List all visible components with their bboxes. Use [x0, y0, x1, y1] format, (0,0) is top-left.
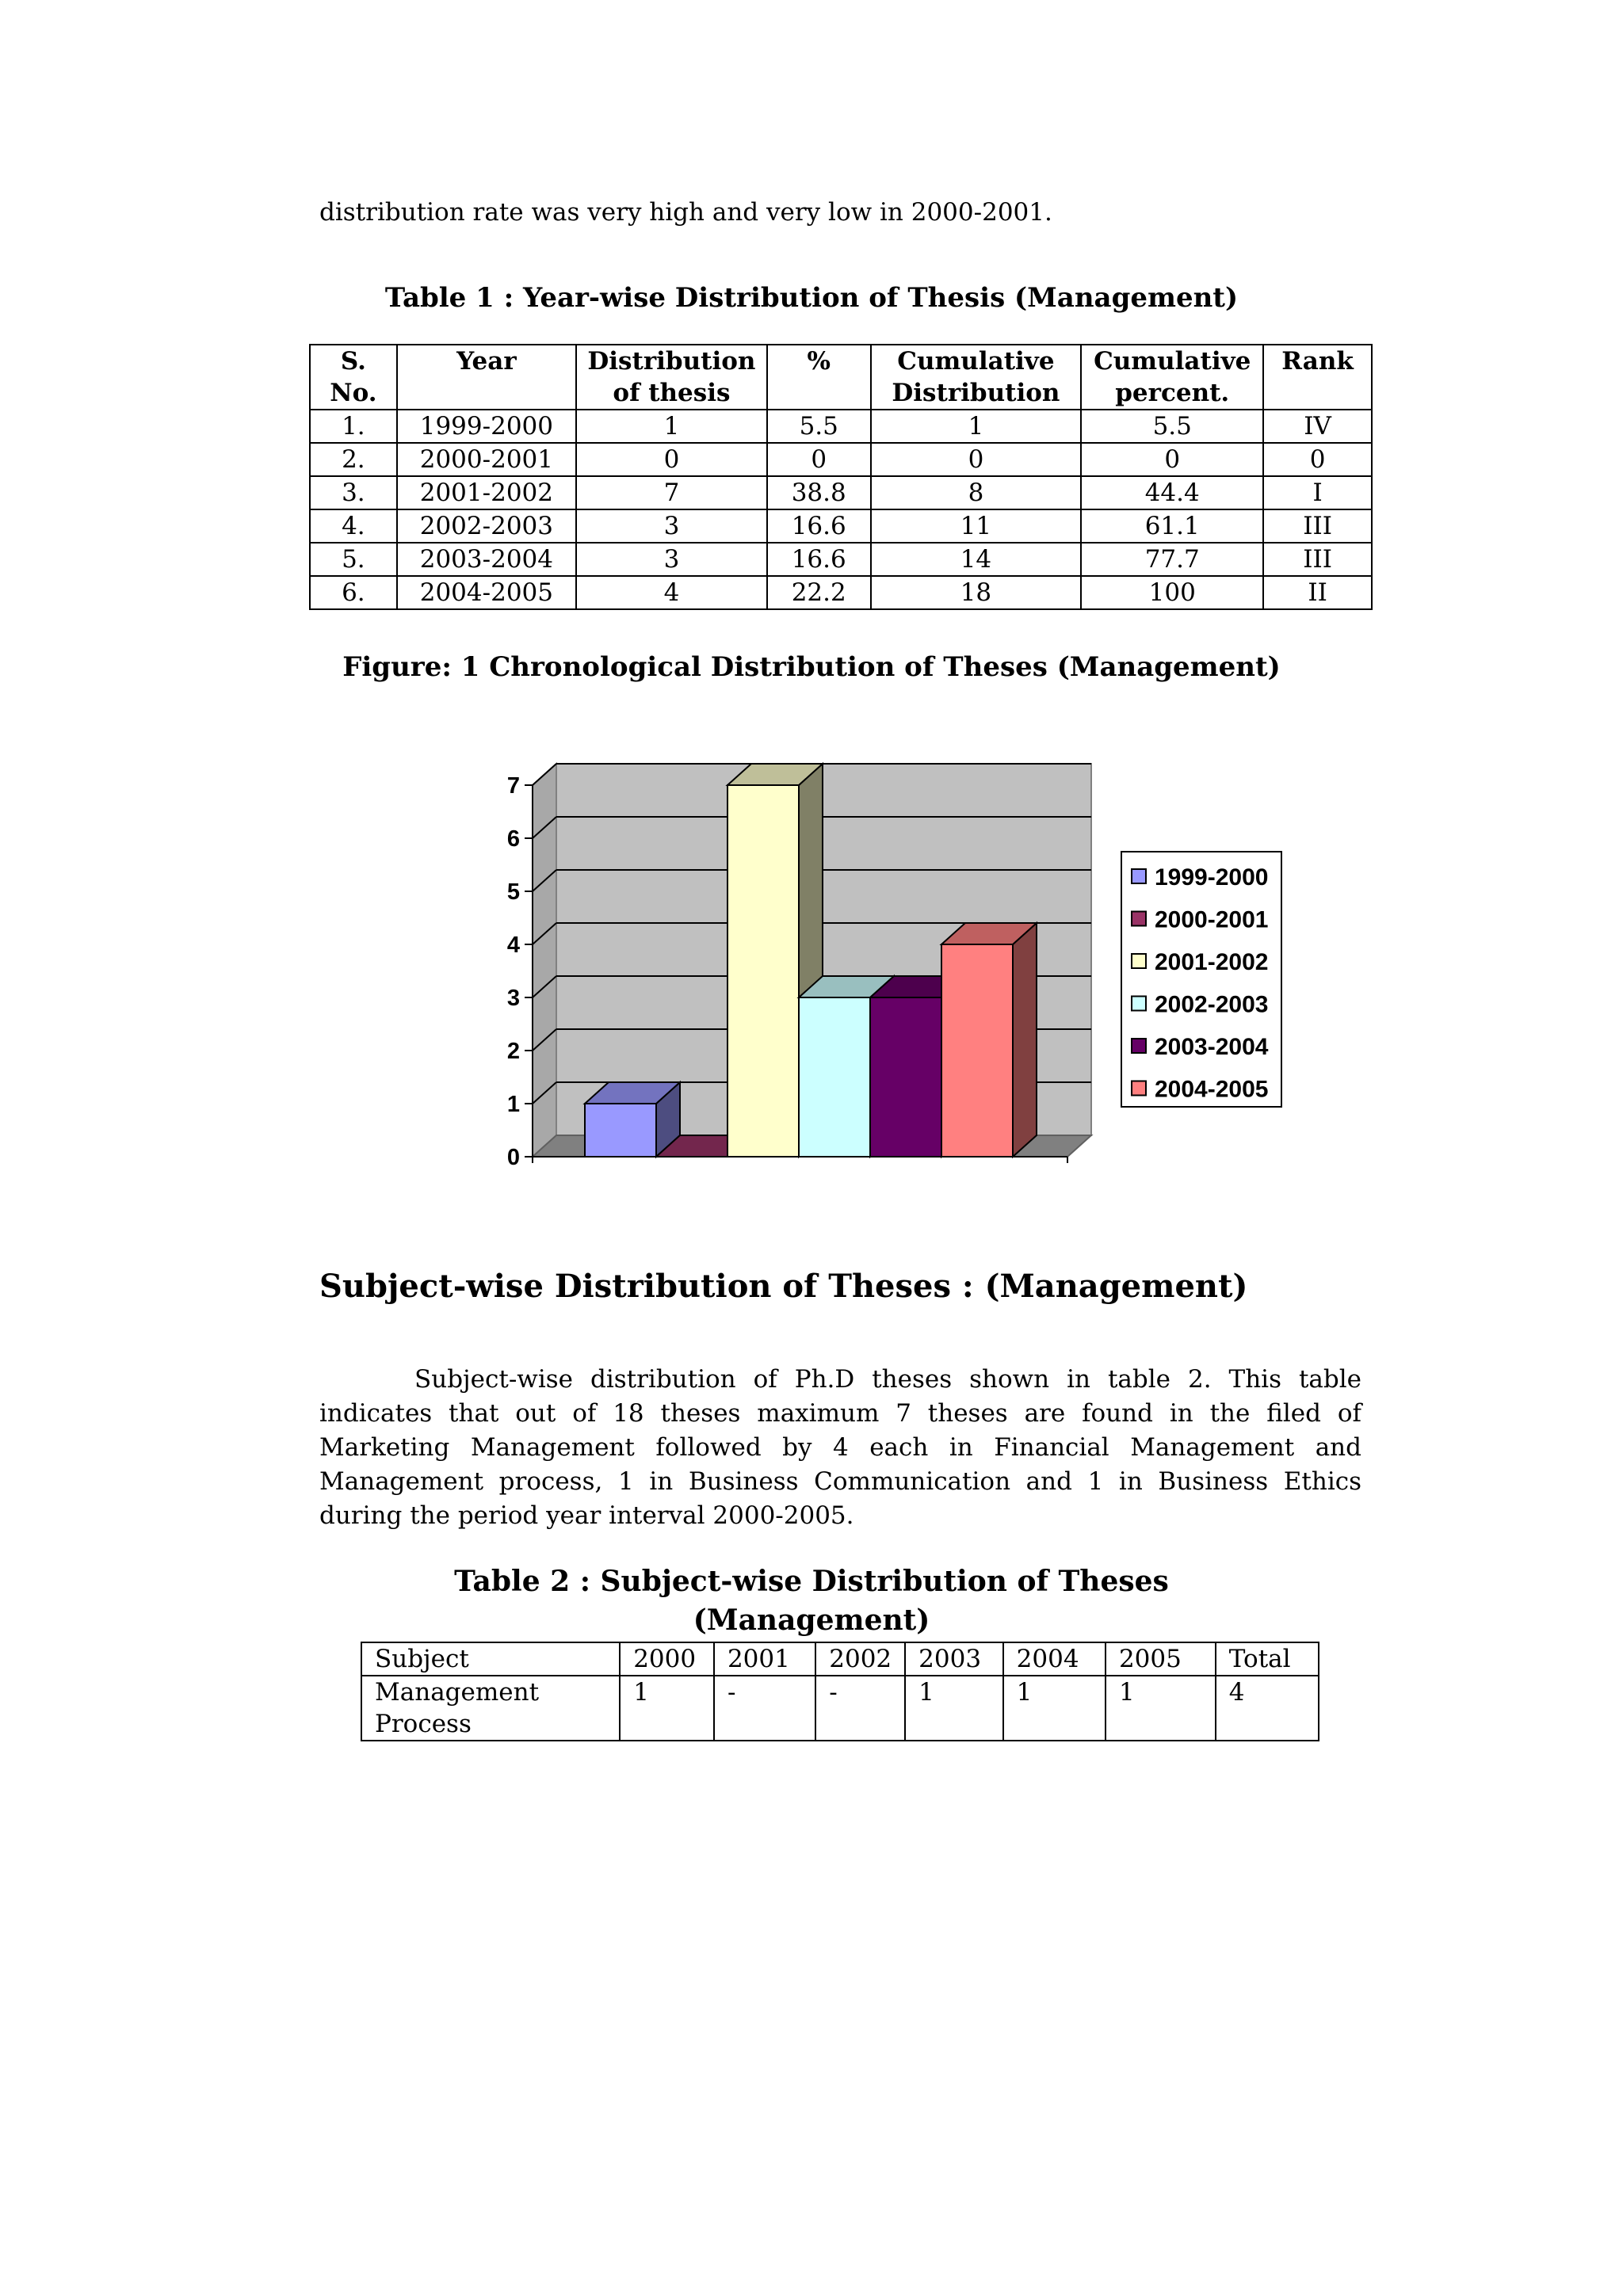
table2-header-row: [361, 1642, 1319, 1676]
paragraph: [319, 1363, 1361, 1533]
table1-caption: Table 1 : Year-wise Distribution of Thesis (Management): [384, 282, 1239, 314]
table1-cell: 22.2: [767, 576, 871, 609]
table2-cell: -: [815, 1676, 905, 1741]
table1-cell: 1: [576, 410, 767, 443]
figure-caption: Figure: 1 Chronological Distribution of Theses (Management): [342, 651, 1281, 683]
legend-swatch: [1132, 1039, 1146, 1053]
table1-cell: 2004-2005: [397, 576, 576, 609]
bar: [585, 1104, 656, 1157]
table2: [361, 1642, 1319, 1741]
table1-cell: I: [1263, 476, 1372, 509]
table1-cell: 0: [871, 443, 1082, 476]
table2-header: 2000: [620, 1642, 714, 1676]
legend-swatch: [1132, 1081, 1146, 1096]
table1-cell: 1999-2000: [397, 410, 576, 443]
table1-header: Year: [397, 345, 576, 410]
table1-cell: 14: [871, 543, 1082, 576]
table1-cell: 1.: [310, 410, 397, 443]
table1-cell: 5.5: [1081, 410, 1263, 443]
table1-row: [310, 509, 1372, 543]
table1-cell: 2000-2001: [397, 443, 576, 476]
table1-cell: 0: [576, 443, 767, 476]
table2-header: Total: [1216, 1642, 1319, 1676]
table1-cell: 8: [871, 476, 1082, 509]
table2-header: 2003: [905, 1642, 1003, 1676]
table1-header: Distribution of thesis: [576, 345, 767, 410]
bar: [799, 997, 870, 1157]
table1-cell: 16.6: [767, 543, 871, 576]
table1-cell: 18: [871, 576, 1082, 609]
legend-label: 2004-2005: [1155, 1076, 1269, 1103]
intro-text: distribution rate was very high and very low in 2000-2001.: [319, 198, 1052, 227]
table1-cell: 44.4: [1081, 476, 1263, 509]
table1-cell: 3: [576, 509, 767, 543]
table2-cell: -: [714, 1676, 815, 1741]
table1-header: Rank: [1263, 345, 1372, 410]
y-tick-label: 1: [506, 1092, 520, 1117]
bar-chart: [475, 749, 1300, 1192]
table1-cell: 2003-2004: [397, 543, 576, 576]
table1-cell: 3: [576, 543, 767, 576]
table1-header: Cumulative Distribution: [871, 345, 1082, 410]
table1-cell: 7: [576, 476, 767, 509]
chart-side-wall: [533, 764, 556, 1157]
y-tick-label: 7: [506, 773, 520, 799]
table2-cell: 1: [905, 1676, 1003, 1741]
table2-cell: 1: [1106, 1676, 1216, 1741]
legend-swatch: [1132, 869, 1146, 883]
table1-row: [310, 543, 1372, 576]
table2-header: 2004: [1003, 1642, 1106, 1676]
paragraph-text: Subject-wise distribution of Ph.D theses shown in table 2. This table indicates that out of 18 theses maximum 7 theses are found in the filed of Marketing Management followed by 4 each in Financial Management and Management process, 1 in Business Communication and 1 in Business Ethics during the period year interval 2000-2005.: [319, 1365, 1361, 1530]
table1-cell: 2002-2003: [397, 509, 576, 543]
bar-side: [1013, 923, 1037, 1157]
table1-cell: III: [1263, 509, 1372, 543]
bar: [941, 944, 1013, 1157]
table2-cell: Management Process: [361, 1676, 620, 1741]
table1-header: Cumulative percent.: [1081, 345, 1263, 410]
table1-cell: 4: [576, 576, 767, 609]
table1-cell: III: [1263, 543, 1372, 576]
table1-cell: 77.7: [1081, 543, 1263, 576]
table1-cell: 61.1: [1081, 509, 1263, 543]
y-tick-label: 4: [506, 933, 520, 958]
table1-cell: IV: [1263, 410, 1372, 443]
table2-header: 2005: [1106, 1642, 1216, 1676]
table2-cell: 1: [620, 1676, 714, 1741]
table1-cell: 38.8: [767, 476, 871, 509]
table1-cell: 3.: [310, 476, 397, 509]
table2-cell: 1: [1003, 1676, 1106, 1741]
table1-cell: 2.: [310, 443, 397, 476]
legend-swatch: [1132, 954, 1146, 968]
table1: [309, 344, 1373, 610]
bar: [727, 785, 799, 1157]
table1-cell: 0: [1081, 443, 1263, 476]
table1-header-row: [310, 345, 1372, 410]
table1-cell: 4.: [310, 509, 397, 543]
y-tick-label: 6: [506, 826, 520, 852]
y-tick-label: 2: [506, 1039, 520, 1064]
legend-label: 2001-2002: [1155, 949, 1269, 975]
table2-caption-sub: (Management): [693, 1604, 930, 1637]
table1-cell: 16.6: [767, 509, 871, 543]
table1-cell: 6.: [310, 576, 397, 609]
legend-label: 2002-2003: [1155, 991, 1269, 1018]
table1-cell: 5.5: [767, 410, 871, 443]
table1-cell: 5.: [310, 543, 397, 576]
table1-cell: II: [1263, 576, 1372, 609]
table1-row: [310, 443, 1372, 476]
table1-cell: 0: [767, 443, 871, 476]
y-tick-label: 0: [506, 1145, 520, 1170]
legend-label: 1999-2000: [1155, 864, 1269, 891]
table1-cell: 0: [1263, 443, 1372, 476]
table2-header: 2001: [714, 1642, 815, 1676]
legend-swatch: [1132, 997, 1146, 1011]
legend-label: 2003-2004: [1155, 1034, 1269, 1060]
table2-caption: Table 2 : Subject-wise Distribution of Theses: [454, 1565, 1169, 1598]
table2-header: 2002: [815, 1642, 905, 1676]
table1-cell: 2001-2002: [397, 476, 576, 509]
table1-cell: 100: [1081, 576, 1263, 609]
table1-header: S. No.: [310, 345, 397, 410]
table1-row: [310, 476, 1372, 509]
section-heading: Subject-wise Distribution of Theses : (Management): [319, 1268, 1248, 1305]
table2-row: [361, 1676, 1319, 1741]
table2-cell: 4: [1216, 1676, 1319, 1741]
y-tick-label: 5: [506, 879, 520, 905]
table2-header: Subject: [361, 1642, 620, 1676]
table1-cell: 11: [871, 509, 1082, 543]
y-tick-label: 3: [506, 986, 520, 1011]
table1-cell: 1: [871, 410, 1082, 443]
legend-label: 2000-2001: [1155, 906, 1269, 933]
table1-row: [310, 576, 1372, 609]
table1-header: %: [767, 345, 871, 410]
table1-row: [310, 410, 1372, 443]
legend-swatch: [1132, 912, 1146, 926]
bar: [870, 997, 941, 1157]
